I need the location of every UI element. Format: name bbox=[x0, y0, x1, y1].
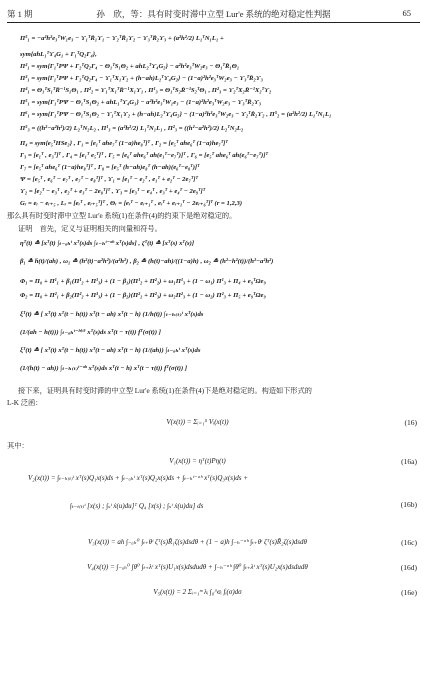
matrix-line: Γ₃ = [e₁ᵀ , e₃ᵀ]ᵀ , Γ₄ = [e₁ᵀ e₅ᵀ]ᵀ , Γ₅ = [e₆ᵀ ahe₆ᵀ ah(e₁ᵀ−e₇ᵀ)]ᵀ , Γ₆ = [e₅ᵀ ahe₆ᵀ ah(e₆ᵀ−e₇ᵀ)]ᵀ bbox=[20, 152, 268, 159]
xi-vector-line: ξᵀ(t) ≜ [ xᵀ(t) xᵀ(t − h(t)) xᵀ(t − ah) xᵀ(t − h) (1/(ah)) ∫ₜ₋ₐₕᵗ xᵀ(s)ds bbox=[20, 347, 201, 354]
equation-number: (16e) bbox=[401, 588, 417, 597]
definition-line: Φ₂ = Π₀ + Π²₁ + β₂(Π²₂ + Π³₃) + (1 − β₂)(Π²₂ + Π²₃) + ω₂Π²₃ + (1 − ω₂) Π²₃ + Π₅ + e₉ᵀΩe₉ bbox=[20, 292, 266, 299]
matrix-line: Π⁵₁ = −a²h²e₃ᵀW₁e₃ − ϒ₁ᵀR̃₁ϒ₁ − ϒ₂ᵀR̃₁ϒ₂ − ϒ₃ᵀR̃₂ϒ₃ + (a²h²/2) L₁ᵀN₁L₁ + bbox=[20, 35, 224, 42]
running-title: 孙 欣，等：具有时变时滞中立型 Lur'e 系统的绝对稳定性判据 bbox=[96, 9, 331, 19]
equation-16: V(x(t)) = Σᵢ₌₁⁵ Vᵢ(x(t)) bbox=[166, 418, 229, 426]
definition-line: β₁ ≜ ḣ(t)/(ah) , ω₁ ≜ (h²(t)−a²h²)/(a²h²) , β₂ ≜ (h(t)−ah)/((1−a)h) , ω₂ ≜ (h²−h²(t))/(h²−a²h²) bbox=[20, 258, 274, 265]
matrix-line: Π²₁ = sym{Γ₁ᵀPΨ + Γ₂ᵀQ₂Γ₄ − Θ₁ᵀS₁Θ₂ + ahL₂ᵀϒ₄G₂} − a²h²e₃ᵀW₂e₃ − Θ₁ᵀR̃₁Θ₁ bbox=[20, 63, 240, 70]
matrix-line: Π⁵₃ = ((h²−a²h²)/2) L₂ᵀN₂L₂ , Π¹₃ = (a²h²/2) L₁ᵀN₁L₁ , Π²₃ = ((h²−a²h²)/2) L₂ᵀN₂L₂ bbox=[20, 125, 244, 132]
matrix-line: Π³₁ = sym{Γ₁ᵀPΨ + Γ₂ᵀQ₂Γ₄ − ϒ₁ᵀX₁ϒ₂ + (h−ah)L₂ᵀϒ₄G₂} − (1−a)²h²e₃ᵀW₂e₃ − ϒ₃ᵀR̃₂ϒ₃ bbox=[20, 75, 263, 82]
matrix-line: sym{ahL₁ᵀϒ₄G₁ + Γ₁ᵀQ₂Γ₄}, bbox=[20, 51, 97, 58]
equation-16e: V₅(x(t)) = 2 Σᵢ₌₁ᵐ λᵢ ∫₀^σᵢ fᵢ(σ)dσ bbox=[153, 588, 242, 596]
equation-16b-line1: V₂(x(t)) = ∫ₜ₋ₕ₍ₜ₎ᵗ xᵀ(s)Q₁x(s)ds + ∫ₜ₋ₐₕᵗ xᵀ(s)Q₂x(s)ds + ∫ₜ₋ₕᵗ⁻ᵃʰ xᵀ(s)Q₃x(s)ds + bbox=[28, 474, 248, 482]
proof-intro: 证明 首先，定义与证明相关的向量和符号。 bbox=[18, 225, 162, 233]
equation-16d: V₄(x(t)) = ∫₋ₐₕ⁰ ∫θ⁰ ∫ₜ₊λᵗ xᵀ(s)U₁x(s)dsdudθ + ∫₋ₕ⁻ᵃʰ ∫θ⁰ ∫ₜ₊λᵗ xᵀ(s)U₂x(s)dsdudθ bbox=[87, 563, 308, 571]
matrix-line: Γ₇ = [e₅ᵀ ahe₆ᵀ (1−a)he₈ᵀ]ᵀ , Γ₈ = [e₅ᵀ (h−ah)e₈ᵀ (h−ah)(e₆ᵀ−e₈ᵀ)]ᵀ bbox=[20, 164, 200, 171]
lk-paragraph: 接下来，证明具有时变时滞的中立型 Lur'e 系统(1)在条件(4)下是绝对稳定的。构造如下形式的 bbox=[18, 387, 312, 395]
equation-16b-line2: ∫ₜ₋ₜ₍ₜ₎ᵗ [x(s) ; ∫ₛᵗ ẋ(u)du]ᵀ Q₄ [x(s) ; ∫ₛᵗ ẋ(u)du] ds bbox=[70, 502, 204, 510]
equation-16c: V₃(x(t)) = ah ∫₋ₐₕ⁰ ∫ₜ₊θᵗ ζᵀ(s)R̃₁ζ(s)dsdθ + (1 − a)h ∫₋ₕ⁻ᵃʰ ∫ₜ₊θᵗ ζᵀ(s)R̃₂ζ(s)dsdθ bbox=[88, 538, 307, 546]
equation-number: (16a) bbox=[401, 457, 417, 466]
equation-number: (16d) bbox=[400, 563, 417, 572]
equation-number: (16c) bbox=[401, 538, 417, 547]
xi-vector-line: ξᵀ(t) ≜ [ xᵀ(t) xᵀ(t − h(t)) xᵀ(t − ah) xᵀ(t − h) (1/h(t)) ∫ₜ₋ₕ₍ₜ₎ᵗ xᵀ(s)ds bbox=[20, 311, 204, 318]
conclusion-paragraph: 那么具有时变时滞中立型 Lur'e 系统(1)在条件(4)的约束下是绝对稳定的。 bbox=[7, 212, 237, 220]
header-rule bbox=[7, 22, 420, 23]
page-number: 65 bbox=[402, 8, 411, 18]
matrix-line: Π₄ = sym{e₅ᵀHSe₂} , Γ₁ = [e₁ᵀ ahe₇ᵀ (1−a)he₈ᵀ]ᵀ , Γ₂ = [e₅ᵀ ahe₆ᵀ (1−a)he₇ᵀ]ᵀ bbox=[20, 140, 228, 147]
where-label: 其中： bbox=[7, 442, 29, 450]
matrix-line: Π⁴₁ = Θ₁ᵀS₁ᵀR̃⁻¹S₁Θ₁ , Π²₂ = ϒ₁ᵀX₁ᵀR̃⁻¹X₁ϒ₁ , Π¹₃ = Θ₁ᵀS₂R̃⁻¹S₂ᵀΘ₁ , Π²₃ = ϒ₂ᵀX₂R̃⁻¹X₂ᵀϒ₂ bbox=[20, 87, 272, 94]
definition-line: Φ₁ = Π₀ + Π¹₁ + β₁(Π¹₂ + Π¹₃) + (1 − β₁)(Π¹₂ + Π²₂) + ω₁Π¹₃ + (1 − ω₁) Π¹₃ + Π₄ + e₉ᵀΩe₉ bbox=[20, 278, 266, 285]
matrix-line: Π⁶₁ = sym{Γ₁ᵀPΨ − Θ₁ᵀS₁Θ₂ − ϒ₁ᵀX₁ϒ₂ + (h−ah)L₂ᵀϒ₄G₂} − (1−a)²h²e₃ᵀW₂e₃ − ϒ₂ᵀR̃₂ϒ₂ , Π⁵₂ = (a²h²/2) L₁ᵀN₁L₁ bbox=[20, 111, 332, 118]
equation-16a: V₁(x(t)) = ηᵀ(t)Pη(t) bbox=[169, 457, 226, 465]
definition-line: ηᵀ(t) ≜ [xᵀ(t) ∫ₜ₋ₐₕᵗ xᵀ(s)ds ∫ₜ₋ₕᵗ⁻ᵃʰ xᵀ(s)ds] , ζᵀ(t) ≜ [xᵀ(s) xᵀ(s)] bbox=[20, 240, 195, 247]
xi-vector-line: (1/(h(t) − ah)) ∫ₜ₋ₕ₍ₜ₎ᵗ⁻ᵃʰ xᵀ(s)ds xᵀ(t − h) xᵀ(t − τ(t)) fᵀ(σ(t)) ] bbox=[20, 365, 188, 372]
matrix-line: Gᵣ = eᵣ − eᵣ₊₅ , Lᵣ = [eᵣᵀ , eᵣ₊₅ᵀ]ᵀ , Θᵣ = [eᵣᵀ − eᵣ₊₁ᵀ , eᵣᵀ + eᵣ₊₁ᵀ − 2eᵣ₊₆ᵀ]ᵀ (r = 1,2,3) bbox=[20, 200, 243, 207]
lk-paragraph-cont: L-K 泛函： bbox=[7, 399, 43, 407]
equation-number: (16) bbox=[404, 418, 417, 427]
matrix-line: ϒ₂ = [e₂ᵀ − e₃ᵀ , e₂ᵀ + e₃ᵀ − 2e₈ᵀ]ᵀ , ϒ₃ = [e₃ᵀ − e₄ᵀ , e₃ᵀ + e₄ᵀ − 2e₉ᵀ]ᵀ bbox=[20, 188, 206, 195]
xi-vector-line: (1/(ah − h(t))) ∫ₜ₋ₐₕᵗ⁻ʰ⁽ᵗ⁾ xᵀ(s)ds xᵀ(t − τ(t)) fᵀ(σ(t)) ] bbox=[20, 329, 161, 336]
issue-number: 第 1 期 bbox=[7, 9, 33, 19]
matrix-line: Ψ = [e₅ᵀ , e₆ᵀ − e₇ᵀ , e₇ᵀ − e₈ᵀ]ᵀ , ϒ₁ = [e₁ᵀ − e₂ᵀ , e₁ᵀ + e₂ᵀ − 2e₇ᵀ]ᵀ bbox=[20, 176, 198, 183]
matrix-line: Π⁵₁ = sym{Γ₁ᵀPΨ − Θ₁ᵀS₁Θ₂ + ahL₁ᵀϒ₄G₁} − a²h²e₃ᵀW₁e₃ − (1−a)²h²e₃ᵀW₂e₃ − ϒ₃ᵀR̃₂ϒ₃ bbox=[20, 99, 262, 106]
equation-number: (16b) bbox=[400, 500, 417, 509]
